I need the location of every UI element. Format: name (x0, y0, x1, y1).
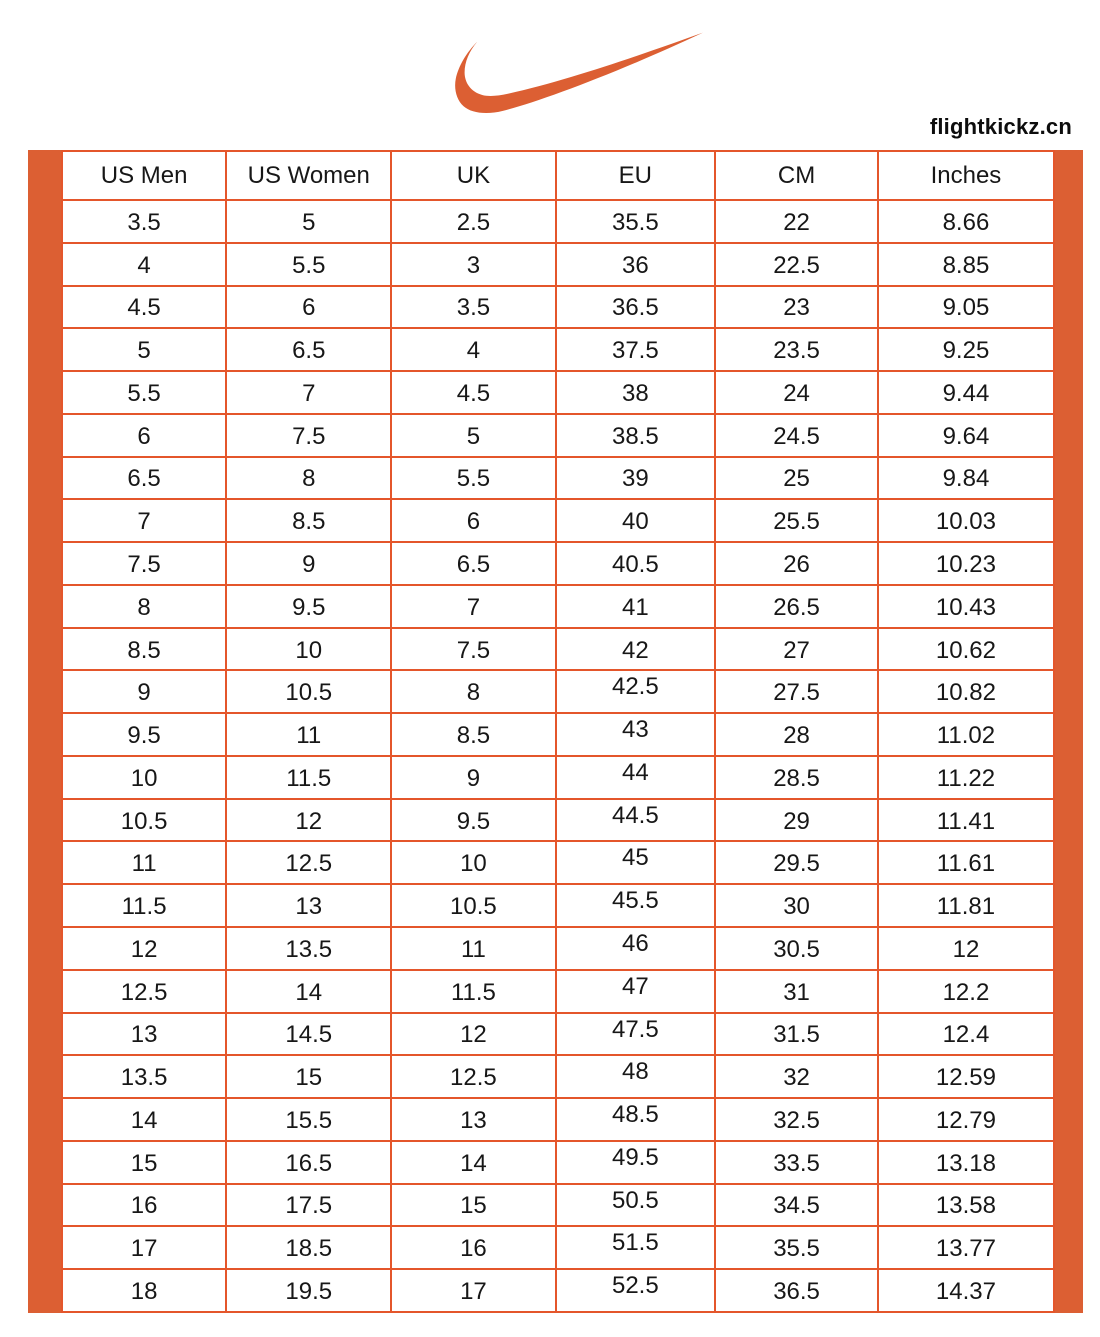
right-accent-bar (1055, 150, 1083, 1313)
size-cell: 11.5 (62, 884, 226, 927)
size-cell: 30.5 (715, 927, 878, 970)
size-cell: 32.5 (715, 1098, 878, 1141)
table-row (62, 713, 1054, 756)
size-cell: 8 (391, 670, 555, 713)
size-cell: 5 (391, 414, 555, 457)
left-accent-bar (28, 150, 61, 1313)
size-cell: 32 (715, 1055, 878, 1098)
size-cell: 47 (556, 970, 716, 1013)
size-cell: 11 (391, 927, 555, 970)
table-row (62, 1055, 1054, 1098)
size-cell: 14 (391, 1141, 555, 1184)
table-row (62, 457, 1054, 500)
size-cell: 7 (62, 499, 226, 542)
size-cell: 12.79 (878, 1098, 1054, 1141)
size-cell: 33.5 (715, 1141, 878, 1184)
size-cell: 9.44 (878, 371, 1054, 414)
size-cell: 3.5 (391, 286, 555, 329)
table-row (62, 628, 1054, 671)
size-cell: 37.5 (556, 328, 716, 371)
size-cell: 8.66 (878, 200, 1054, 243)
size-cell: 16 (391, 1226, 555, 1269)
size-cell: 11.41 (878, 799, 1054, 842)
size-cell: 9 (62, 670, 226, 713)
size-cell: 16.5 (226, 1141, 391, 1184)
size-cell: 6 (62, 414, 226, 457)
size-cell: 12 (878, 927, 1054, 970)
table-row (62, 1141, 1054, 1184)
size-cell: 13 (62, 1013, 226, 1056)
nike-swoosh-icon (453, 30, 705, 118)
table-row (62, 1269, 1054, 1312)
size-cell: 29 (715, 799, 878, 842)
size-cell: 10 (391, 841, 555, 884)
table-row (62, 841, 1054, 884)
size-cell: 12 (391, 1013, 555, 1056)
size-cell: 7.5 (391, 628, 555, 671)
size-cell: 42.5 (556, 670, 716, 713)
size-cell: 8.5 (62, 628, 226, 671)
size-cell: 28 (715, 713, 878, 756)
size-cell: 10.43 (878, 585, 1054, 628)
size-cell: 23 (715, 286, 878, 329)
table-row (62, 927, 1054, 970)
size-cell: 8.5 (226, 499, 391, 542)
column-header-us-women: US Women (226, 151, 391, 200)
column-header-eu: EU (556, 151, 716, 200)
table-row (62, 970, 1054, 1013)
size-cell: 17 (391, 1269, 555, 1312)
size-cell: 13.77 (878, 1226, 1054, 1269)
size-cell: 7 (391, 585, 555, 628)
size-cell: 14.37 (878, 1269, 1054, 1312)
size-cell: 27 (715, 628, 878, 671)
size-cell: 13 (226, 884, 391, 927)
table-body (62, 200, 1054, 1312)
size-cell: 31 (715, 970, 878, 1013)
size-cell: 40 (556, 499, 716, 542)
size-cell: 12.2 (878, 970, 1054, 1013)
size-cell: 9 (226, 542, 391, 585)
table-row (62, 243, 1054, 286)
size-cell: 44 (556, 756, 716, 799)
table-row (62, 286, 1054, 329)
size-cell: 11.61 (878, 841, 1054, 884)
size-cell: 2.5 (391, 200, 555, 243)
size-cell: 48 (556, 1055, 716, 1098)
size-cell: 18.5 (226, 1226, 391, 1269)
size-cell: 9.5 (62, 713, 226, 756)
size-cell: 18 (62, 1269, 226, 1312)
size-cell: 17 (62, 1226, 226, 1269)
table-row (62, 414, 1054, 457)
size-cell: 10.62 (878, 628, 1054, 671)
size-cell: 4 (391, 328, 555, 371)
size-cell: 24 (715, 371, 878, 414)
size-cell: 10 (62, 756, 226, 799)
size-cell: 19.5 (226, 1269, 391, 1312)
size-cell: 51.5 (556, 1226, 716, 1269)
size-cell: 52.5 (556, 1269, 716, 1312)
size-cell: 14 (226, 970, 391, 1013)
size-cell: 10.23 (878, 542, 1054, 585)
size-cell: 10.82 (878, 670, 1054, 713)
size-cell: 8.5 (391, 713, 555, 756)
size-cell: 5.5 (391, 457, 555, 500)
size-cell: 3.5 (62, 200, 226, 243)
size-cell: 39 (556, 457, 716, 500)
size-cell: 38.5 (556, 414, 716, 457)
size-cell: 7 (226, 371, 391, 414)
size-cell: 11 (226, 713, 391, 756)
size-cell: 15 (62, 1141, 226, 1184)
size-cell: 22.5 (715, 243, 878, 286)
size-cell: 38 (556, 371, 716, 414)
table-row (62, 756, 1054, 799)
size-cell: 9.05 (878, 286, 1054, 329)
size-cell: 10.5 (226, 670, 391, 713)
size-cell: 9.25 (878, 328, 1054, 371)
table-row (62, 328, 1054, 371)
size-cell: 7.5 (226, 414, 391, 457)
size-cell: 12.5 (226, 841, 391, 884)
size-cell: 5.5 (62, 371, 226, 414)
size-cell: 45 (556, 841, 716, 884)
size-conversion-table (61, 150, 1055, 1313)
size-cell: 9 (391, 756, 555, 799)
size-cell: 11.02 (878, 713, 1054, 756)
size-cell: 25 (715, 457, 878, 500)
size-cell: 22 (715, 200, 878, 243)
size-cell: 4.5 (391, 371, 555, 414)
column-header-us-men: US Men (62, 151, 226, 200)
size-cell: 9.5 (391, 799, 555, 842)
size-cell: 9.84 (878, 457, 1054, 500)
size-cell: 49.5 (556, 1141, 716, 1184)
size-cell: 13.18 (878, 1141, 1054, 1184)
size-cell: 23.5 (715, 328, 878, 371)
size-cell: 26 (715, 542, 878, 585)
size-cell: 5 (226, 200, 391, 243)
size-cell: 13.5 (226, 927, 391, 970)
size-cell: 45.5 (556, 884, 716, 927)
size-cell: 12.59 (878, 1055, 1054, 1098)
size-cell: 47.5 (556, 1013, 716, 1056)
size-cell: 6 (391, 499, 555, 542)
size-cell: 11 (62, 841, 226, 884)
table-row (62, 585, 1054, 628)
size-cell: 30 (715, 884, 878, 927)
table-header (62, 151, 1054, 200)
size-cell: 11.81 (878, 884, 1054, 927)
size-cell: 17.5 (226, 1184, 391, 1227)
size-cell: 35.5 (556, 200, 716, 243)
size-cell: 44.5 (556, 799, 716, 842)
size-cell: 9.64 (878, 414, 1054, 457)
size-cell: 8 (62, 585, 226, 628)
size-cell: 10.03 (878, 499, 1054, 542)
table-row (62, 1226, 1054, 1269)
size-cell: 10.5 (62, 799, 226, 842)
size-cell: 10 (226, 628, 391, 671)
table-row (62, 799, 1054, 842)
size-cell: 16 (62, 1184, 226, 1227)
size-cell: 11.5 (226, 756, 391, 799)
size-cell: 13.58 (878, 1184, 1054, 1227)
size-cell: 6.5 (226, 328, 391, 371)
size-cell: 29.5 (715, 841, 878, 884)
website-label: flightkickz.cn (929, 114, 1072, 139)
size-cell: 7.5 (62, 542, 226, 585)
size-cell: 5 (62, 328, 226, 371)
table-row (62, 371, 1054, 414)
size-cell: 25.5 (715, 499, 878, 542)
size-cell: 28.5 (715, 756, 878, 799)
size-cell: 12.4 (878, 1013, 1054, 1056)
table-row (62, 200, 1054, 243)
size-cell: 4 (62, 243, 226, 286)
header-row (62, 151, 1054, 200)
column-header-uk: UK (391, 151, 555, 200)
table-row (62, 1184, 1054, 1227)
size-cell: 6 (226, 286, 391, 329)
size-cell: 43 (556, 713, 716, 756)
size-cell: 36 (556, 243, 716, 286)
size-cell: 11.5 (391, 970, 555, 1013)
size-cell: 6.5 (391, 542, 555, 585)
size-cell: 15 (391, 1184, 555, 1227)
table-row (62, 499, 1054, 542)
size-cell: 41 (556, 585, 716, 628)
size-cell: 12.5 (62, 970, 226, 1013)
table-row (62, 884, 1054, 927)
size-cell: 12 (226, 799, 391, 842)
size-cell: 4.5 (62, 286, 226, 329)
size-cell: 31.5 (715, 1013, 878, 1056)
size-cell: 8.85 (878, 243, 1054, 286)
column-header-inches: Inches (878, 151, 1054, 200)
size-cell: 14 (62, 1098, 226, 1141)
size-cell: 14.5 (226, 1013, 391, 1056)
size-cell: 46 (556, 927, 716, 970)
size-cell: 10.5 (391, 884, 555, 927)
size-cell: 27.5 (715, 670, 878, 713)
size-cell: 40.5 (556, 542, 716, 585)
table-row (62, 542, 1054, 585)
size-cell: 34.5 (715, 1184, 878, 1227)
size-cell: 48.5 (556, 1098, 716, 1141)
table-row (62, 1098, 1054, 1141)
size-cell: 26.5 (715, 585, 878, 628)
size-cell: 9.5 (226, 585, 391, 628)
size-cell: 12 (62, 927, 226, 970)
size-cell: 11.22 (878, 756, 1054, 799)
size-cell: 15.5 (226, 1098, 391, 1141)
size-cell: 36.5 (715, 1269, 878, 1312)
column-header-cm: CM (715, 151, 878, 200)
size-cell: 50.5 (556, 1184, 716, 1227)
size-cell: 36.5 (556, 286, 716, 329)
size-cell: 13 (391, 1098, 555, 1141)
table-row (62, 670, 1054, 713)
size-conversion-chart (28, 150, 1083, 1313)
table-row (62, 1013, 1054, 1056)
size-cell: 42 (556, 628, 716, 671)
size-cell: 3 (391, 243, 555, 286)
size-cell: 8 (226, 457, 391, 500)
size-cell: 15 (226, 1055, 391, 1098)
size-cell: 35.5 (715, 1226, 878, 1269)
size-cell: 24.5 (715, 414, 878, 457)
size-cell: 13.5 (62, 1055, 226, 1098)
size-cell: 6.5 (62, 457, 226, 500)
size-cell: 12.5 (391, 1055, 555, 1098)
size-cell: 5.5 (226, 243, 391, 286)
